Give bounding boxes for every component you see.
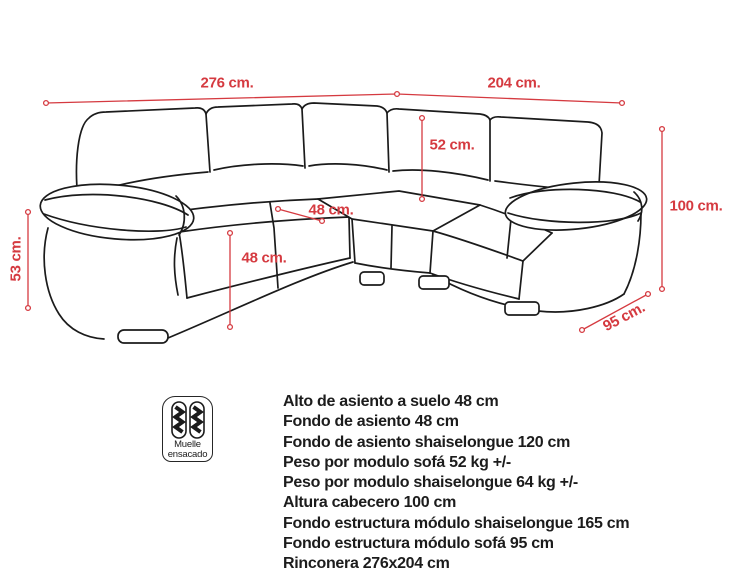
back-seam [214, 164, 303, 170]
sofa-foot [505, 302, 539, 315]
cushion-face-right [349, 217, 350, 258]
spec-item-corner-size: Rinconera 276x204 cm [283, 555, 450, 573]
left-outer-edge [44, 228, 104, 339]
sofa-foot [360, 272, 384, 285]
dim-label-100: 100 cm. [669, 197, 723, 215]
back-outline [76, 103, 602, 200]
left-armrest [38, 178, 196, 245]
back-seam [309, 164, 387, 170]
headrest-seam [387, 113, 389, 172]
dim-label-95: 95 cm. [600, 298, 648, 336]
cushion-face-left [179, 232, 187, 298]
spec-item-seat-floor-height: Alto de asiento a suelo 48 cm [283, 393, 499, 410]
right-cushion-right [519, 261, 523, 299]
spec-item-chaise-module-weight: Peso por modulo shaiselongue 64 kg +/- [283, 474, 578, 492]
right-cushion-corner [523, 233, 552, 261]
pocket-spring-badge [162, 396, 213, 462]
base-skirt-bottom [168, 262, 353, 338]
headrest-seam [206, 114, 210, 172]
dim-label-48-height: 48 cm. [241, 249, 287, 267]
right-outer-edge [624, 213, 641, 294]
badge-label-line2: ensacado [167, 449, 208, 460]
spec-list [283, 392, 728, 575]
spec-item-headrest-height: Altura cabecero 100 cm [283, 494, 457, 512]
spec-item-sofa-structure-depth: Fondo estructura módulo sofá 95 cm [283, 535, 554, 553]
spec-item-sofa-module-weight: Peso por modulo sofá 52 kg +/- [283, 453, 511, 471]
corner-front-right [430, 231, 433, 273]
dim-label-204: 204 cm. [487, 74, 541, 92]
spec-item-chaise-seat-depth: Fondo de asiento shaiselongue 120 cm [283, 433, 571, 451]
badge-label-line1: Muelle [174, 439, 201, 450]
headrest-seam [302, 109, 305, 168]
back-seam [393, 170, 488, 180]
right-arm-front-crease [507, 219, 511, 258]
dim-line-276-204 [46, 94, 622, 103]
pocket-spring-icon [164, 400, 212, 440]
spec-item-seat-depth: Fondo de asiento 48 cm [283, 413, 459, 431]
corner-front-crease [391, 226, 392, 268]
sofa-foot [419, 276, 449, 289]
dim-label-53: 53 cm. [7, 236, 25, 282]
dim-label-48-depth: 48 cm. [308, 201, 354, 219]
sofa-sketch [38, 103, 649, 343]
dim-label-52: 52 cm. [429, 136, 475, 154]
left-arm-crease [174, 238, 178, 295]
corner-front-left [352, 219, 355, 263]
sofa-foot [118, 330, 168, 343]
spec-item-chaise-structure-depth: Fondo estructura módulo shaiselongue 165 cm [283, 514, 630, 532]
dim-label-276: 276 cm. [200, 74, 254, 92]
